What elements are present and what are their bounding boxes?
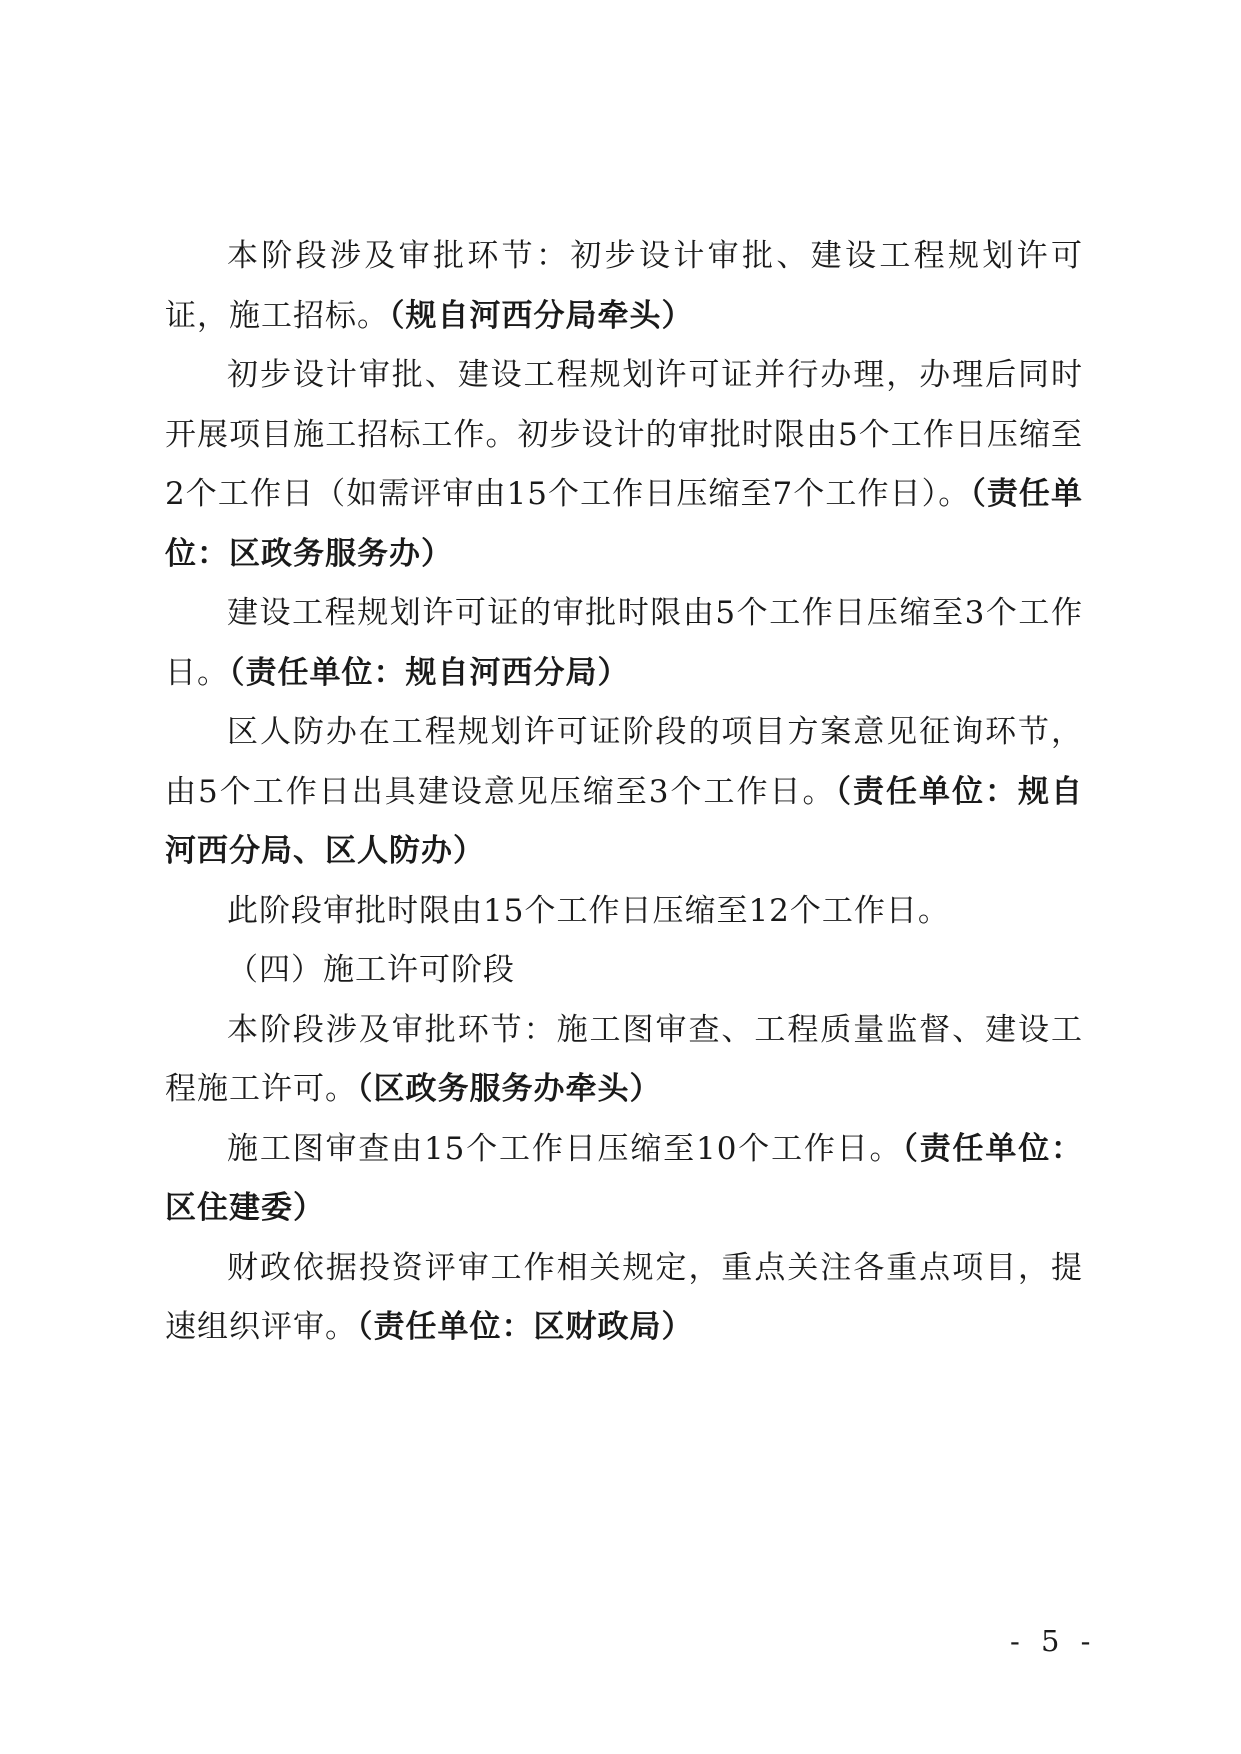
paragraph-drawing-review bbox=[165, 1120, 1083, 1239]
paragraph-text: 本阶段涉及审批环节：初步设计审批、建设工程规划许可证，施工招标。 bbox=[165, 238, 1083, 334]
document-body bbox=[165, 227, 1083, 1358]
paragraph-preliminary-design bbox=[165, 346, 1083, 584]
lead-unit-note: （区政务服务办牵头） bbox=[357, 1071, 662, 1107]
paragraph-approval-stage-scope bbox=[165, 227, 1083, 346]
responsible-unit-note: （责任单位：规自河西分局） bbox=[229, 654, 630, 691]
responsible-unit-note: （责任单位：区财政局） bbox=[357, 1309, 694, 1345]
section-heading-construction-permit bbox=[165, 941, 1083, 1001]
lead-unit-note: （规自河西分局牵头） bbox=[389, 297, 694, 334]
paragraph-text: 本阶段涉及审批环节：施工图审查、工程质量监督、建设工程施工许可。 bbox=[165, 1011, 1083, 1107]
responsible-unit-note: （责任单位：区政务服务办） bbox=[165, 476, 1083, 572]
paragraph-construction-stage-scope bbox=[165, 1001, 1083, 1120]
paragraph-text: 财政依据投资评审工作相关规定，重点关注各重点项目，提速组织评审。 bbox=[165, 1249, 1083, 1345]
paragraph-text: 建设工程规划许可证的审批时限由5个工作日压缩至3个工作日。 bbox=[165, 595, 1083, 691]
paragraph-planning-permit bbox=[165, 584, 1083, 703]
responsible-unit-note: （责任单位：规自河西分局、区人防办） bbox=[165, 773, 1083, 869]
page-number: - 5 - bbox=[1010, 1624, 1097, 1658]
paragraph-text: 此阶段审批时限由15个工作日压缩至12个工作日。 bbox=[227, 892, 950, 929]
paragraph-finance-review bbox=[165, 1239, 1083, 1358]
responsible-unit-note: （责任单位：区住建委） bbox=[165, 1130, 1084, 1226]
paragraph-text: 初步设计审批、建设工程规划许可证并行办理，办理后同时开展项目施工招标工作。初步设计的审批时限由5个工作日压缩至2个工作日（如需评审由15个工作日压缩至7个工作日）。 bbox=[165, 357, 1083, 512]
paragraph-text: 区人防办在工程规划许可证阶段的项目方案意见征询环节，由5个工作日出具建设意见压缩至3个工作日。 bbox=[165, 714, 1083, 810]
paragraph-stage-time-limit bbox=[165, 882, 1083, 942]
section-heading-text: （四）施工许可阶段 bbox=[227, 952, 515, 988]
paragraph-civil-defense bbox=[165, 703, 1083, 882]
paragraph-text: 施工图审查由15个工作日压缩至10个工作日。 bbox=[227, 1130, 903, 1167]
